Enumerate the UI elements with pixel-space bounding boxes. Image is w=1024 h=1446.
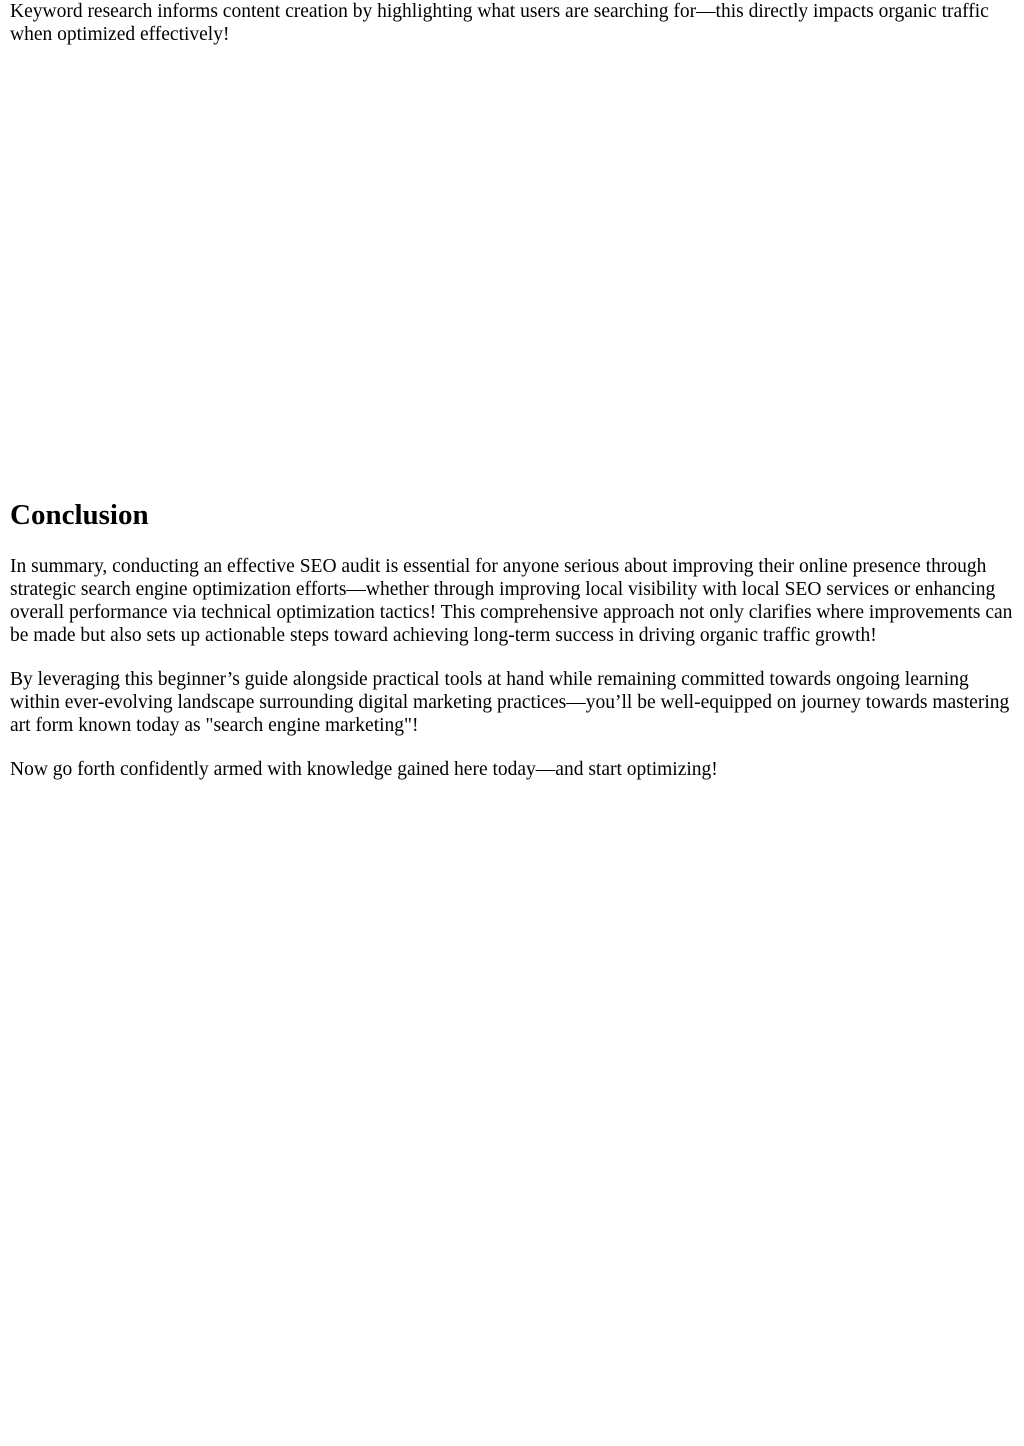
conclusion-closing-paragraph: Now go forth confidently armed with knowledge gained here today—and start optimizing! xyxy=(10,759,718,780)
conclusion-heading: Conclusion xyxy=(10,499,149,531)
keyword-research-paragraph: Keyword research informs content creation by highlighting what users are searching for—this directly impacts organic traffic when optimized effectively! xyxy=(10,1,989,45)
conclusion-summary-paragraph: In summary, conducting an effective SEO audit is essential for anyone serious about improving their online presence through strategic search engine optimization efforts—whether through improving local visibility with local SEO services or enhancing overall performance via technical optimization tactics! This comprehensive approach not only clarifies where improvements can be made but also sets up actionable steps toward achieving long-term success in driving organic traffic growth! xyxy=(10,556,1013,646)
conclusion-guide-paragraph: By leveraging this beginner’s guide alongside practical tools at hand while remaining committed towards ongoing learning within ever-evolving landscape surrounding digital marketing practices—you’ll be well-equipped on journey towards mastering art form known today as "search engine marketing"! xyxy=(10,669,1010,736)
conclusion-section xyxy=(10,497,1014,802)
